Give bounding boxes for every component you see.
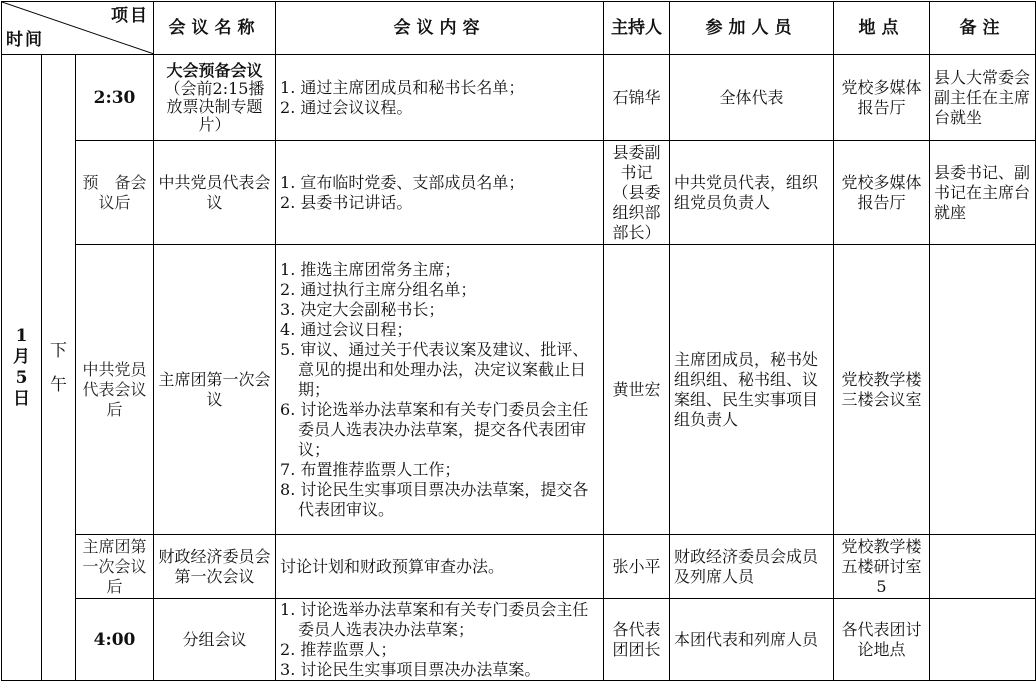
remarks-cell: 县委书记、副书记在主席台就座	[930, 141, 1036, 245]
content-item: 5. 审议、通过关于代表议案及建议、批评、意见的提出和处理办法，决定议案截止日期；	[280, 339, 589, 399]
host-cell: 张小平	[604, 535, 670, 599]
header-host: 主持人	[604, 2, 670, 55]
header-time: 时间	[6, 30, 44, 50]
content-item: 2. 通过会议议程。	[280, 97, 413, 117]
meeting-name-cell: 中共党员代表会议	[154, 141, 276, 245]
content-cell	[276, 141, 604, 245]
remarks-cell	[930, 535, 1036, 599]
remarks-cell	[930, 245, 1036, 535]
header-attendees: 参加人员	[670, 2, 834, 55]
attendees-cell: 全体代表	[670, 55, 834, 141]
meeting-name-cell: 财政经济委员会第一次会议	[154, 535, 276, 599]
date-cell	[2, 55, 42, 681]
content-cell	[276, 535, 604, 599]
host-cell: 石锦华	[604, 55, 670, 141]
time-cell: 2:30	[76, 55, 154, 141]
host-cell: 各代表团团长	[604, 599, 670, 681]
location-cell: 党校教学楼五楼研讨室5	[834, 535, 930, 599]
remarks-cell: 县人大常委会副主任在主席台就坐	[930, 55, 1036, 141]
content-cell	[276, 599, 604, 681]
location-cell: 党校多媒体报告厅	[834, 55, 930, 141]
half-day-char-2: 午	[50, 374, 67, 395]
meeting-schedule-table	[1, 1, 1036, 681]
meeting-name-cell: 主席团第一次会议	[154, 245, 276, 535]
content-item: 讨论计划和财政预算审查办法。	[280, 556, 505, 576]
content-item: 2. 通过执行主席分组名单；	[280, 279, 477, 299]
content-item: 7. 布置推荐监票人工作；	[280, 459, 461, 479]
header-content: 会议内容	[276, 2, 604, 55]
time-cell: 中共党员代表会议后	[76, 245, 154, 535]
meeting-name-cell: 分组会议	[154, 599, 276, 681]
table-row	[2, 245, 1036, 535]
host-cell: 县委副书记（县委组织部部长）	[604, 141, 670, 245]
content-item: 1. 推选主席团常务主席；	[280, 259, 461, 279]
location-cell: 党校教学楼三楼会议室	[834, 245, 930, 535]
meeting-name-note: （会前2:15播放票决制专题片）	[164, 78, 265, 134]
table-row	[2, 55, 1036, 141]
attendees-cell: 主席团成员，秘书处组织组、秘书组、议案组、民生实事项目组负责人	[670, 245, 834, 535]
content-cell	[276, 55, 604, 141]
content-item: 3. 决定大会副秘书长；	[280, 299, 445, 319]
time-cell: 主席团第一次会议后	[76, 535, 154, 599]
date-day-number: 5	[15, 367, 28, 388]
header-item: 项目	[111, 6, 150, 26]
date-day-char: 日	[13, 388, 30, 409]
table-row	[2, 535, 1036, 599]
content-item: 2. 推荐监票人；	[280, 639, 397, 659]
half-day-char-1: 下	[50, 340, 67, 361]
content-item: 6. 讨论选举办法草案和有关专门委员会主任委员人选表决办法草案，提交各代表团审议；	[280, 399, 589, 459]
content-item: 2. 县委书记讲话。	[280, 192, 413, 212]
meeting-name: 大会预备会议	[166, 60, 263, 80]
location-cell: 党校多媒体报告厅	[834, 141, 930, 245]
content-item: 1. 宣布临时党委、支部成员名单；	[280, 172, 525, 192]
time-cell: 4:00	[76, 599, 154, 681]
half-day-cell	[42, 55, 76, 681]
date-month-char: 月	[13, 346, 30, 367]
header-name: 会议名称	[154, 2, 276, 55]
content-item: 1. 通过主席团成员和秘书长名单；	[280, 77, 525, 97]
attendees-cell: 财政经济委员会成员及列席人员	[670, 535, 834, 599]
meeting-name-cell	[154, 55, 276, 141]
content-item: 4. 通过会议日程；	[280, 319, 413, 339]
date-month-number: 1	[15, 325, 28, 346]
content-item: 3. 讨论民生实事项目票决办法草案。	[280, 659, 541, 679]
content-item: 1. 讨论选举办法草案和有关专门委员会主任委员人选表决办法草案；	[280, 599, 589, 639]
table-row	[2, 141, 1036, 245]
content-item: 8. 讨论民生实事项目票决办法草案，提交各代表团审议。	[280, 479, 589, 519]
location-cell: 各代表团讨论地点	[834, 599, 930, 681]
header-row	[2, 2, 1036, 55]
header-location: 地点	[834, 2, 930, 55]
content-cell	[276, 245, 604, 535]
header-remarks: 备注	[930, 2, 1036, 55]
remarks-cell	[930, 599, 1036, 681]
corner-header-cell	[2, 2, 154, 55]
table-row	[2, 599, 1036, 681]
host-cell: 黄世宏	[604, 245, 670, 535]
attendees-cell: 本团代表和列席人员	[670, 599, 834, 681]
attendees-cell: 中共党员代表，组织组党员负责人	[670, 141, 834, 245]
time-cell: 预 备会议后	[76, 141, 154, 245]
